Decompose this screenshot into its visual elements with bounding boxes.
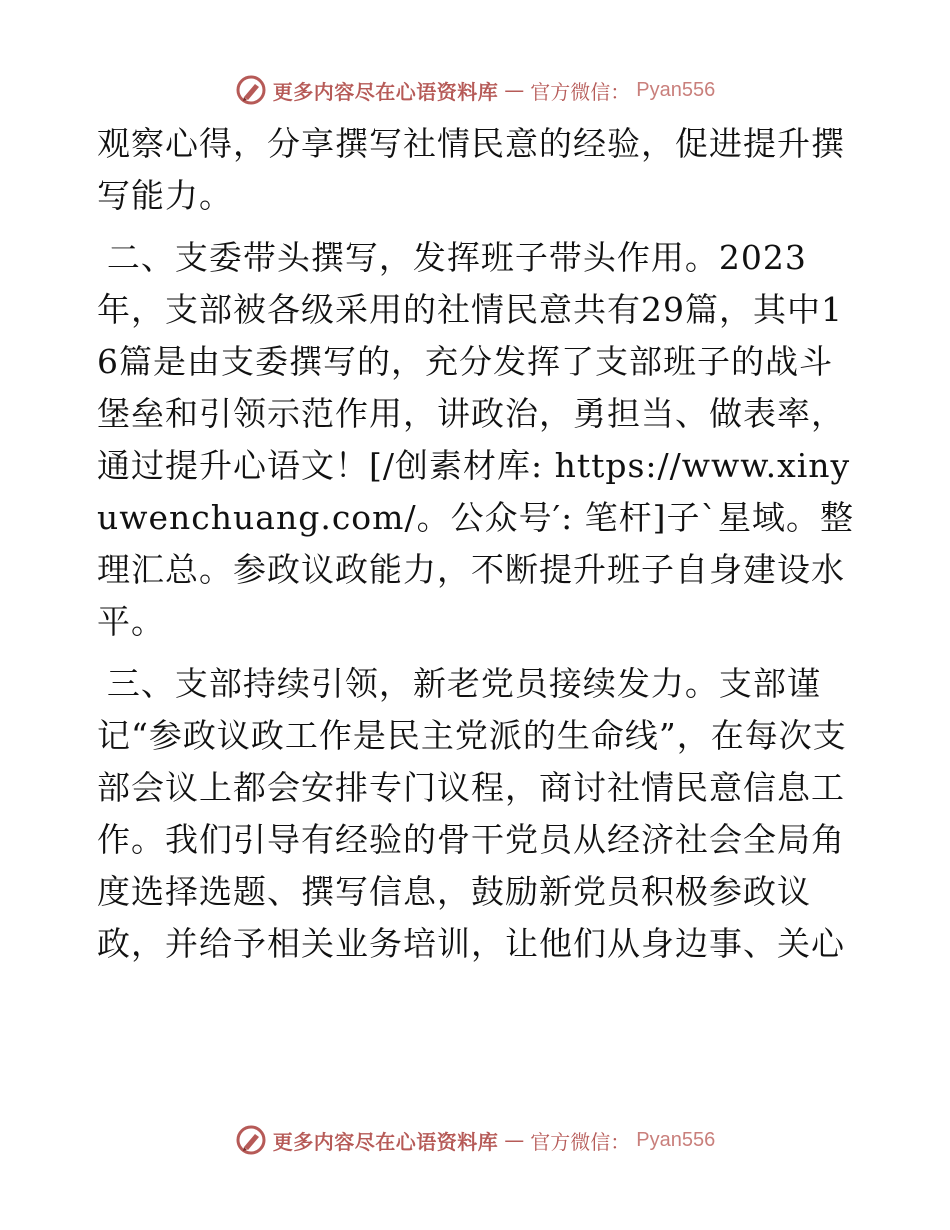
- pen-logo-icon: [235, 1124, 267, 1156]
- document-body: [97, 118, 857, 970]
- banner-wechat-label: 官方微信：: [530, 1129, 631, 1154]
- banner-dash: —: [504, 1128, 525, 1152]
- paragraph-3: 三、支部持续引领，新老党员接续发力。支部谨记“参政议政工作是民主党派的生命线”，在每次支部会议上都会安排专门议程，商讨社情民意信息工作。我们引导有经验的骨干党员从经济社会全局角度选择选题、撰写信息，鼓励新党员积极参政议政，并给予相关业务培训，让他们从身边事、关心: [97, 664, 847, 963]
- banner-wechat-id: Pyan556: [636, 1128, 716, 1151]
- paragraph-2: 二、支委带头撰写，发挥班子带头作用。2023年，支部被各级采用的社情民意共有29篇，其中16篇是由支委撰写的，充分发挥了支部班子的战斗堡垒和引领示范作用，讲政治，勇担当、做表率，通过提升心语文！[/创素材库: https://www.xinyuwenchuang.com/。公众号′: 笔杆]子`星域。整理汇总。参政议政能力，不断提升班子自身建设水平。: [97, 238, 855, 641]
- banner-dash: —: [504, 78, 525, 102]
- banner-wechat-label: 官方微信：: [530, 79, 631, 104]
- page-footer-banner: [0, 1120, 950, 1160]
- paragraph-1: 观察心得，分享撰写社情民意的经验，促进提升撰写能力。: [97, 124, 845, 215]
- page-header-banner: [0, 70, 950, 110]
- watermark-banner: [235, 74, 715, 106]
- banner-site-text: 更多内容尽在心语资料库: [272, 1129, 499, 1154]
- watermark-banner: [235, 1124, 715, 1156]
- banner-wechat-id: Pyan556: [636, 78, 716, 101]
- banner-site-text: 更多内容尽在心语资料库: [272, 79, 499, 104]
- pen-logo-icon: [235, 74, 267, 106]
